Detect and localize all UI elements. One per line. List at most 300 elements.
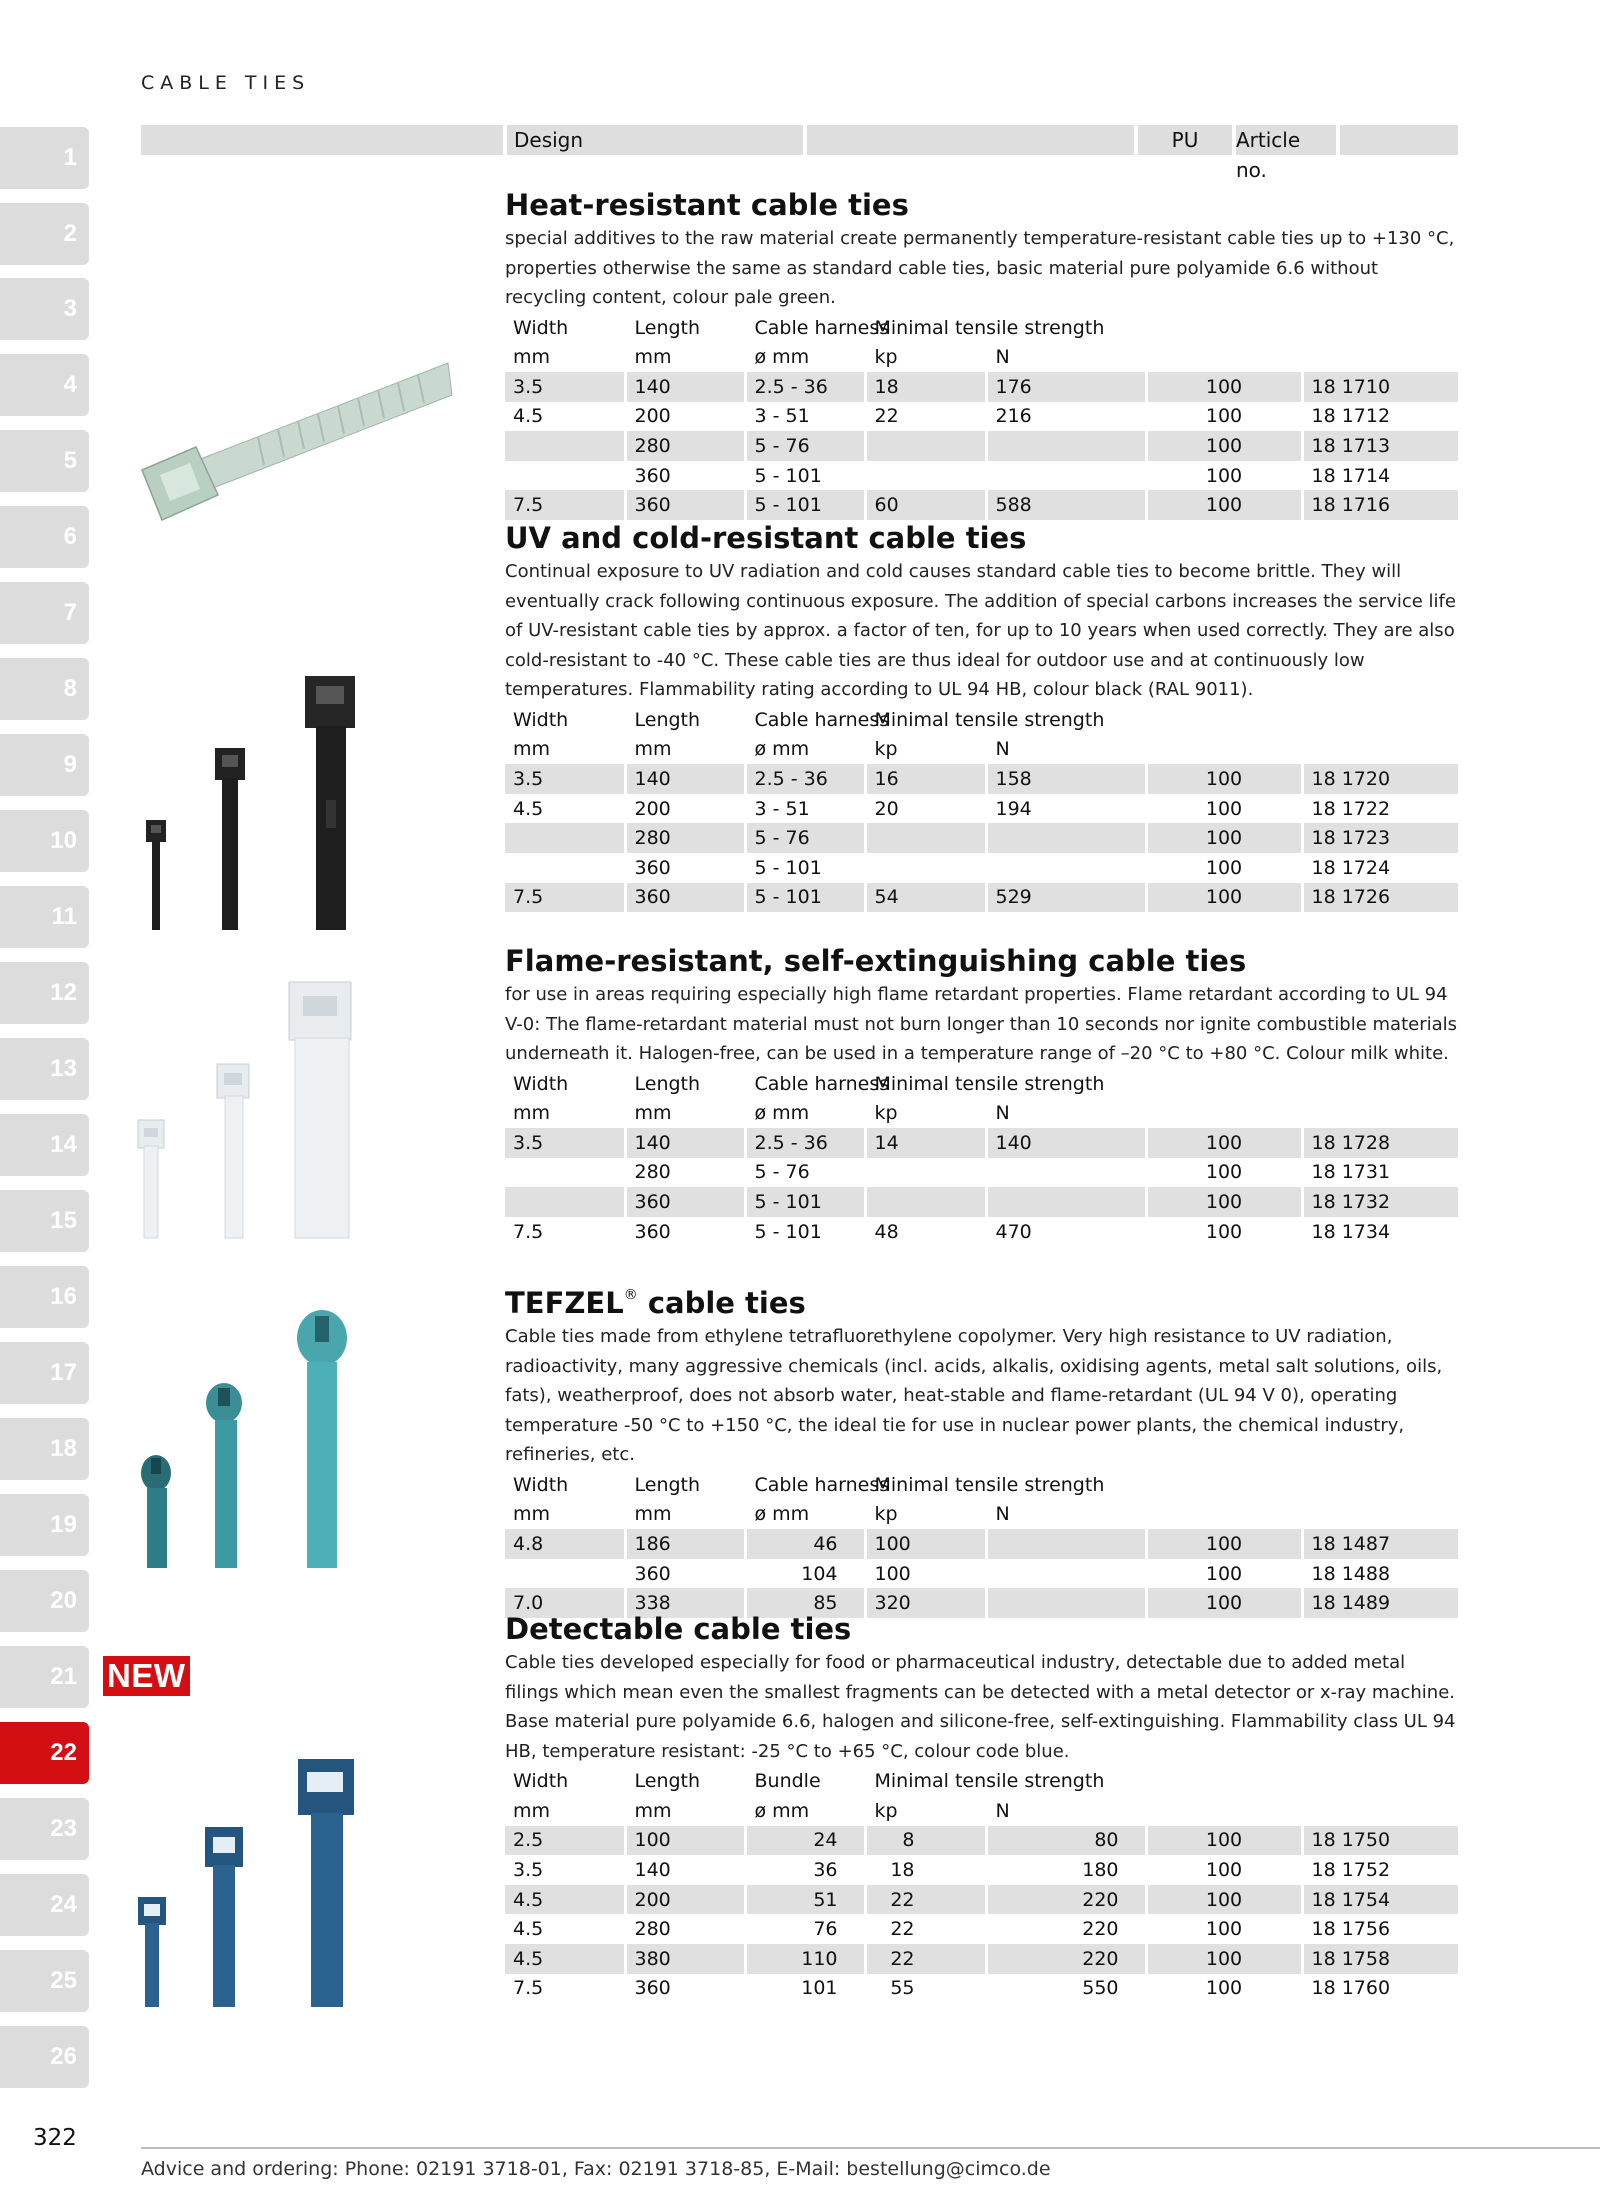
- detectable-cable-ties-image: [135, 1755, 360, 2007]
- table-cell: 14: [865, 1128, 986, 1158]
- product-section: [505, 1610, 1458, 2003]
- table-cell: 100: [865, 1559, 986, 1589]
- table-cell: 51: [745, 1885, 865, 1915]
- table-cell: 8: [865, 1826, 986, 1856]
- table-cell: 100: [1146, 1128, 1302, 1158]
- product-section: [505, 519, 1458, 912]
- table-cell: 18: [865, 372, 986, 402]
- table-cell: 100: [1146, 1588, 1302, 1618]
- flame-resistant-cable-ties-image: [135, 978, 360, 1240]
- table-cell: N: [986, 342, 1146, 372]
- table-cell: kp: [865, 1500, 986, 1530]
- section-description: Continual exposure to UV radiation and cold causes standard cable ties to become brittle. They will eventually crack following continuous exposure. The addition of special carbons increases the service life of UV-resistant cable ties by approx. a factor of ten, for up to 10 years when used correctly. They are also cold-resistant to -40 °C. These cable ties are thus ideal for outdoor use and at continuously low temperatures. Flammability rating according to UL 94 HB, colour black (RAL 9011).: [505, 561, 1456, 701]
- chapter-tab-23[interactable]: 23: [0, 1798, 89, 1860]
- table-cell: 4.8: [505, 1529, 625, 1559]
- table-cell: [1302, 1500, 1458, 1530]
- table-cell: [1302, 735, 1458, 765]
- table-subheader: [505, 1766, 1458, 1796]
- table-cell: 18 1710: [1302, 372, 1458, 402]
- table-cell: 588: [986, 490, 1146, 520]
- table-cell: [505, 823, 625, 853]
- chapter-tab-14[interactable]: 14: [0, 1114, 89, 1176]
- table-cell: 100: [1146, 1885, 1302, 1915]
- table-cell: Cable harness: [745, 1470, 865, 1500]
- table-units: [505, 735, 1458, 765]
- section-title: Detectable cable ties: [505, 1612, 852, 1646]
- table-cell: 18 1756: [1311, 1918, 1391, 1941]
- chapter-tab-8[interactable]: 8: [0, 658, 89, 720]
- table-cell: 18 1722: [1311, 797, 1391, 820]
- table-cell: 18 1716: [1302, 490, 1458, 520]
- table-cell: 100: [625, 1826, 745, 1856]
- product-section: [505, 1276, 1458, 1618]
- table-cell: Width: [505, 313, 625, 343]
- table-cell: 194: [986, 794, 1146, 824]
- table-cell: [1302, 1470, 1458, 1500]
- table-cell: kp: [865, 342, 986, 372]
- table-units: [505, 1500, 1458, 1530]
- table-row: [505, 1885, 1458, 1915]
- table-cell: 220: [986, 1914, 1146, 1944]
- header-blank: [141, 125, 503, 155]
- table-cell: 100: [1146, 402, 1302, 432]
- table-cell: [1302, 705, 1458, 735]
- table-cell: Bundle: [745, 1766, 865, 1796]
- chapter-tab-7[interactable]: 7: [0, 582, 89, 644]
- table-cell: mm: [505, 1098, 625, 1128]
- table-cell: 18 1712: [1311, 405, 1391, 428]
- table-cell: 100: [1146, 461, 1302, 491]
- table-cell: 5 - 101: [745, 853, 865, 883]
- table-cell: Width: [505, 1766, 625, 1796]
- table-cell: 100: [1146, 1914, 1302, 1944]
- table-cell: [1146, 342, 1302, 372]
- header-end: [1340, 125, 1458, 155]
- table-cell: 7.0: [505, 1588, 625, 1618]
- table-cell: mm: [625, 1098, 745, 1128]
- table-cell: 360: [625, 1974, 745, 2004]
- chapter-tab-5[interactable]: 5: [0, 430, 89, 492]
- chapter-tab-16[interactable]: 16: [0, 1266, 89, 1328]
- table-row: [505, 1128, 1458, 1158]
- table-cell: ø mm: [745, 1500, 865, 1530]
- table-cell: 380: [625, 1944, 745, 1974]
- uv-resistant-cable-ties-image: [140, 670, 360, 930]
- table-cell: 200: [625, 1885, 745, 1915]
- table-cell: 100: [1146, 1529, 1302, 1559]
- table-cell: 55: [865, 1974, 986, 2004]
- table-cell: 470: [986, 1217, 1146, 1247]
- table-cell: 100: [1146, 1559, 1302, 1589]
- table-cell: 54: [865, 883, 986, 913]
- table-row: [505, 431, 1458, 461]
- table-row: [505, 1187, 1458, 1217]
- table-cell: [865, 431, 986, 461]
- table-cell: mm: [505, 1500, 625, 1530]
- chapter-tab-15[interactable]: 15: [0, 1190, 89, 1252]
- table-cell: [1302, 313, 1458, 343]
- spec-table: [505, 705, 1458, 912]
- table-cell: Width: [505, 1069, 625, 1099]
- chapter-tab-10[interactable]: 10: [0, 810, 89, 872]
- table-subheader: [505, 1069, 1458, 1099]
- table-cell: 320: [865, 1588, 986, 1618]
- table-cell: 100: [1146, 1855, 1302, 1885]
- table-cell: Cable harness: [745, 313, 865, 343]
- spec-table: [505, 1470, 1458, 1618]
- new-badge: NEW: [103, 1656, 190, 1696]
- table-cell: [986, 823, 1146, 853]
- product-section: [505, 942, 1458, 1246]
- table-cell: 2.5 - 36: [745, 1128, 865, 1158]
- table-cell: [1302, 1796, 1458, 1826]
- table-row: [505, 1944, 1458, 1974]
- chapter-tab-2[interactable]: 2: [0, 203, 89, 265]
- table-row: [505, 1974, 1458, 2004]
- table-cell: [865, 1187, 986, 1217]
- registered-mark: ®: [623, 1287, 638, 1303]
- table-cell: mm: [625, 735, 745, 765]
- table-row: [505, 794, 1458, 824]
- table-row: [505, 372, 1458, 402]
- table-row: [505, 1158, 1458, 1188]
- chapter-tab-6[interactable]: 6: [0, 506, 89, 568]
- table-cell: [986, 431, 1146, 461]
- section-title: Flame-resistant, self-extinguishing cable ties: [505, 944, 1247, 978]
- table-row: [505, 1826, 1458, 1856]
- table-cell: N: [986, 1098, 1146, 1128]
- table-cell: [865, 461, 986, 491]
- table-cell: 100: [1146, 1974, 1302, 2004]
- section-title: UV and cold-resistant cable ties: [505, 521, 1027, 555]
- table-cell: Minimal tensile strength: [865, 705, 986, 735]
- table-cell: 360: [625, 1187, 745, 1217]
- table-cell: 5 - 76: [745, 1158, 865, 1188]
- table-cell: 85: [745, 1588, 865, 1618]
- table-row: [505, 853, 1458, 883]
- table-cell: 360: [625, 883, 745, 913]
- header-article-no: Article no.: [1236, 125, 1336, 155]
- table-cell: 18 1734: [1311, 1220, 1391, 1243]
- table-cell: 280: [625, 1914, 745, 1944]
- table-cell: mm: [505, 1796, 625, 1826]
- table-cell: Minimal tensile strength: [865, 313, 986, 343]
- table-cell: 3.5: [505, 372, 625, 402]
- table-cell: 3 - 51: [745, 402, 865, 432]
- chapter-tab-22[interactable]: 22: [0, 1722, 89, 1784]
- table-cell: [986, 1187, 1146, 1217]
- table-row: [505, 402, 1458, 432]
- chapter-tab-21[interactable]: 21: [0, 1646, 89, 1708]
- table-cell: 22: [865, 1914, 986, 1944]
- table-subheader: [505, 313, 1458, 343]
- table-cell: 4.5: [505, 1914, 625, 1944]
- table-cell: mm: [625, 1796, 745, 1826]
- table-cell: 18 1752: [1311, 1858, 1391, 1881]
- table-row: [505, 461, 1458, 491]
- section-description: for use in areas requiring especially high flame retardant properties. Flame retardant according to UL 94 V-0: The flame-retardant material must not burn longer than 10 seconds nor ignite combustible materials underneath it. Halogen-free, can be used in a temperature range of –20 °C to +80 °C. Colour milk white.: [505, 984, 1458, 1065]
- table-cell: 140: [625, 1128, 745, 1158]
- table-cell: [1146, 1470, 1302, 1500]
- table-cell: 360: [625, 1217, 745, 1247]
- section-description: Cable ties developed especially for food or pharmaceutical industry, detectable due to added metal filings which mean even the smallest fragments can be detected with a metal detector or x-ray machine. Base material pure polyamide 6.6, halogen and silicone-free, self-extinguishing. Flammability class UL 94 HB, temperature resistant: -25 °C to +65 °C, colour code blue.: [505, 1652, 1456, 1762]
- chapter-tab-17[interactable]: 17: [0, 1342, 89, 1404]
- table-row: [505, 1217, 1458, 1247]
- table-cell: 22: [865, 1885, 986, 1915]
- table-cell: 104: [745, 1559, 865, 1589]
- table-cell: ø mm: [745, 735, 865, 765]
- table-cell: 18 1713: [1302, 431, 1458, 461]
- chapter-tab-9[interactable]: 9: [0, 734, 89, 796]
- table-cell: [1146, 705, 1302, 735]
- tefzel-cable-ties-image: [135, 1308, 360, 1570]
- table-cell: 280: [625, 1158, 745, 1188]
- chapter-tab-4[interactable]: 4: [0, 354, 89, 416]
- table-cell: 529: [986, 883, 1146, 913]
- table-cell: 18 1758: [1302, 1944, 1458, 1974]
- page-header-title: CABLE TIES: [141, 72, 311, 94]
- table-cell: 2.5 - 36: [745, 372, 865, 402]
- table-cell: 100: [1146, 794, 1302, 824]
- table-cell: Width: [505, 1470, 625, 1500]
- table-cell: 3.5: [505, 1855, 625, 1885]
- table-cell: [505, 853, 625, 883]
- table-cell: 360: [625, 853, 745, 883]
- table-cell: [1146, 1766, 1302, 1796]
- table-cell: [1146, 1069, 1302, 1099]
- table-cell: [505, 1187, 625, 1217]
- table-row: [505, 764, 1458, 794]
- table-row: [505, 1529, 1458, 1559]
- table-cell: ø mm: [745, 1098, 865, 1128]
- table-cell: 2.5: [505, 1826, 625, 1856]
- product-section: [505, 186, 1458, 520]
- table-cell: kp: [865, 735, 986, 765]
- table-cell: [1302, 342, 1458, 372]
- table-cell: 220: [986, 1885, 1146, 1915]
- table-cell: kp: [865, 1796, 986, 1826]
- table-cell: [986, 1529, 1146, 1559]
- chapter-tab-24[interactable]: 24: [0, 1874, 89, 1936]
- table-cell: [986, 1158, 1146, 1188]
- header-pu: PU: [1138, 125, 1232, 155]
- table-cell: 5 - 101: [745, 490, 865, 520]
- table-cell: [1302, 1766, 1458, 1796]
- table-cell: 100: [1146, 1217, 1302, 1247]
- table-cell: 280: [625, 823, 745, 853]
- chapter-tab-20[interactable]: 20: [0, 1570, 89, 1632]
- table-cell: 140: [625, 1855, 745, 1885]
- table-units: [505, 1796, 1458, 1826]
- table-cell: 180: [986, 1855, 1146, 1885]
- table-units: [505, 342, 1458, 372]
- table-cell: 20: [865, 794, 986, 824]
- table-cell: Length: [625, 1069, 745, 1099]
- chapter-tab-3[interactable]: 3: [0, 278, 89, 340]
- page-number: 322: [33, 2125, 77, 2151]
- table-cell: Minimal tensile strength: [865, 1470, 986, 1500]
- table-cell: 100: [1146, 823, 1302, 853]
- chapter-tab-19[interactable]: 19: [0, 1494, 89, 1556]
- footer-divider: [141, 2147, 1600, 2149]
- table-cell: 216: [986, 402, 1146, 432]
- table-cell: Length: [625, 1766, 745, 1796]
- table-cell: 5 - 101: [745, 1187, 865, 1217]
- table-cell: 18 1489: [1302, 1588, 1458, 1618]
- table-cell: Cable harness: [745, 1069, 865, 1099]
- spec-table: [505, 1766, 1458, 2003]
- table-cell: 18 1714: [1311, 464, 1391, 487]
- table-cell: 18 1726: [1302, 883, 1458, 913]
- table-cell: 22: [865, 402, 986, 432]
- table-cell: mm: [505, 342, 625, 372]
- table-cell: [1146, 735, 1302, 765]
- table-cell: 18 1723: [1302, 823, 1458, 853]
- table-cell: [865, 1158, 986, 1188]
- header-design: Design: [507, 125, 803, 155]
- table-cell: [986, 461, 1146, 491]
- table-cell: 100: [1146, 883, 1302, 913]
- chapter-tab-25[interactable]: 25: [0, 1950, 89, 2012]
- table-cell: 4.5: [505, 1885, 625, 1915]
- table-cell: 100: [1146, 431, 1302, 461]
- table-row: [505, 1914, 1458, 1944]
- table-cell: 36: [745, 1855, 865, 1885]
- table-cell: 100: [1146, 1187, 1302, 1217]
- section-description: Cable ties made from ethylene tetrafluorethylene copolymer. Very high resistance to UV radiation, radioactivity, many aggressive chemicals (incl. acids, alkalis, oxidising agents, metal salt solutions, oils, fats), weatherproof, does not absorb water, heat-stable and flame-retardant (UL 94 V 0), operating temperature -50 °C to +150 °C, the ideal tie for use in nuclear power plants, the chemical industry, refineries, etc.: [505, 1326, 1443, 1466]
- table-cell: 7.5: [505, 883, 625, 913]
- table-cell: 60: [865, 490, 986, 520]
- table-cell: 280: [625, 431, 745, 461]
- table-cell: 7.5: [505, 490, 625, 520]
- table-cell: 100: [1146, 764, 1302, 794]
- table-cell: 22: [865, 1944, 986, 1974]
- table-cell: 100: [1146, 490, 1302, 520]
- table-cell: 18 1732: [1302, 1187, 1458, 1217]
- table-cell: 2.5 - 36: [745, 764, 865, 794]
- table-cell: kp: [865, 1098, 986, 1128]
- chapter-tab-1[interactable]: 1: [0, 127, 89, 189]
- table-cell: [1146, 1098, 1302, 1128]
- table-cell: 5 - 76: [745, 431, 865, 461]
- table-cell: mm: [625, 342, 745, 372]
- table-cell: [986, 853, 1146, 883]
- table-cell: [1146, 1500, 1302, 1530]
- table-cell: 18 1488: [1311, 1562, 1391, 1585]
- table-cell: 18 1731: [1311, 1161, 1391, 1184]
- table-cell: 140: [986, 1128, 1146, 1158]
- table-cell: 338: [625, 1588, 745, 1618]
- table-cell: 4.5: [505, 402, 625, 432]
- table-cell: 3.5: [505, 764, 625, 794]
- table-cell: 200: [625, 794, 745, 824]
- table-cell: 3.5: [505, 1128, 625, 1158]
- table-cell: 5 - 76: [745, 823, 865, 853]
- table-cell: 5 - 101: [745, 461, 865, 491]
- table-subheader: [505, 1470, 1458, 1500]
- table-cell: 360: [625, 461, 745, 491]
- heat-resistant-cable-tie-image: [138, 355, 458, 530]
- column-header-bar: [141, 125, 1458, 182]
- table-cell: mm: [625, 1500, 745, 1530]
- table-cell: 7.5: [505, 1974, 625, 2004]
- table-cell: 7.5: [505, 1217, 625, 1247]
- table-cell: 110: [745, 1944, 865, 1974]
- table-cell: 100: [1146, 1158, 1302, 1188]
- table-cell: 18: [865, 1855, 986, 1885]
- table-cell: 3 - 51: [745, 794, 865, 824]
- section-title: TEFZEL® cable ties: [505, 1286, 806, 1320]
- table-cell: Length: [625, 1470, 745, 1500]
- table-cell: 101: [745, 1974, 865, 2004]
- table-cell: 186: [625, 1529, 745, 1559]
- section-title: Heat-resistant cable ties: [505, 188, 909, 222]
- table-cell: ø mm: [745, 342, 865, 372]
- chapter-tab-12[interactable]: 12: [0, 962, 89, 1024]
- table-cell: [986, 1559, 1146, 1589]
- table-cell: 76: [745, 1914, 865, 1944]
- table-cell: 140: [625, 764, 745, 794]
- table-row: [505, 1559, 1458, 1589]
- chapter-tab-18[interactable]: 18: [0, 1418, 89, 1480]
- table-cell: 5 - 101: [745, 883, 865, 913]
- table-cell: 100: [1146, 1944, 1302, 1974]
- table-cell: 140: [625, 372, 745, 402]
- table-cell: 24: [745, 1826, 865, 1856]
- table-cell: 4.5: [505, 1944, 625, 1974]
- table-cell: Cable harness: [745, 705, 865, 735]
- table-cell: 18 1720: [1302, 764, 1458, 794]
- table-subheader: [505, 705, 1458, 735]
- table-cell: [1302, 1069, 1458, 1099]
- table-row: [505, 883, 1458, 913]
- chapter-tab-11[interactable]: 11: [0, 886, 89, 948]
- chapter-tab-26[interactable]: 26: [0, 2026, 89, 2088]
- table-cell: N: [986, 735, 1146, 765]
- spec-table: [505, 1069, 1458, 1247]
- table-cell: Minimal tensile strength: [865, 1069, 986, 1099]
- table-cell: 360: [625, 1559, 745, 1589]
- table-cell: 200: [625, 402, 745, 432]
- table-row: [505, 823, 1458, 853]
- table-cell: 48: [865, 1217, 986, 1247]
- table-cell: [865, 853, 986, 883]
- table-cell: [1146, 1796, 1302, 1826]
- table-cell: 5 - 101: [745, 1217, 865, 1247]
- table-cell: 46: [745, 1529, 865, 1559]
- table-cell: Minimal tensile strength: [865, 1766, 986, 1796]
- table-cell: [505, 1559, 625, 1589]
- section-description: special additives to the raw material create permanently temperature-resistant cable ties up to +130 °C, properties otherwise the same as standard cable ties, basic material pure polyamide 6.6 without recycling content, colour pale green.: [505, 228, 1455, 309]
- table-cell: 550: [986, 1974, 1146, 2004]
- table-cell: 100: [865, 1529, 986, 1559]
- table-row: [505, 490, 1458, 520]
- table-cell: 18 1760: [1311, 1977, 1391, 2000]
- table-cell: 16: [865, 764, 986, 794]
- table-cell: 100: [1146, 1826, 1302, 1856]
- table-cell: 360: [625, 490, 745, 520]
- table-cell: 18 1750: [1302, 1826, 1458, 1856]
- chapter-tab-13[interactable]: 13: [0, 1038, 89, 1100]
- spec-table: [505, 313, 1458, 520]
- table-cell: ø mm: [745, 1796, 865, 1826]
- table-cell: 4.5: [505, 794, 625, 824]
- table-cell: 158: [986, 764, 1146, 794]
- table-row: [505, 1855, 1458, 1885]
- table-cell: Length: [625, 705, 745, 735]
- table-cell: [1302, 1098, 1458, 1128]
- table-cell: [1146, 313, 1302, 343]
